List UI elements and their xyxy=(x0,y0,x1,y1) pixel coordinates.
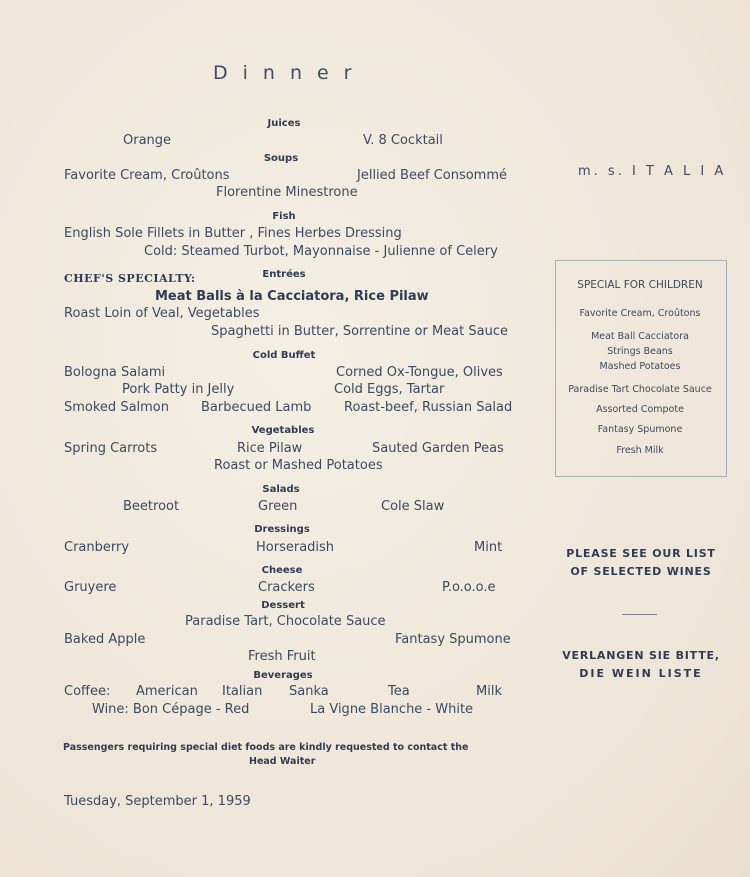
menu-item: Beetroot xyxy=(123,499,180,514)
menu-item: Spaghetti in Butter, Sorrentine or Meat Sauce xyxy=(211,324,508,339)
menu-item: Crackers xyxy=(258,580,315,595)
wine-list-notice-en-line2: OF SELECTED WINES xyxy=(570,565,712,578)
children-menu-item: Meat Ball Cacciatora xyxy=(591,331,689,342)
chefs-specialty-item: Meat Balls à la Cacciatora, Rice Pilaw xyxy=(155,289,429,304)
menu-item: Jellied Beef Consommé xyxy=(357,168,507,183)
heading-cheese: Cheese xyxy=(261,565,303,576)
chefs-specialty-label: CHEF'S SPECIALTY: xyxy=(64,272,196,285)
menu-title: Dinner xyxy=(213,62,367,84)
menu-item: La Vigne Blanche - White xyxy=(310,702,474,717)
menu-item: Italian xyxy=(222,684,263,699)
menu-item: Wine: Bon Cépage - Red xyxy=(92,702,250,717)
menu-item: Milk xyxy=(476,684,502,699)
menu-item: Fresh Fruit xyxy=(248,649,316,664)
menu-item: American xyxy=(136,684,198,699)
menu-item: Rice Pilaw xyxy=(237,441,303,456)
children-menu-item: Fresh Milk xyxy=(616,445,664,456)
heading-vegetables: Vegetables xyxy=(251,425,315,436)
menu-item: Gruyere xyxy=(64,580,117,595)
menu-item: Sauted Garden Peas xyxy=(372,441,504,456)
heading-salads: Salads xyxy=(262,484,300,495)
menu-item: Horseradish xyxy=(256,540,335,555)
children-menu-item: Assorted Compote xyxy=(596,404,684,415)
menu-item: Roast or Mashed Potatoes xyxy=(214,458,383,473)
menu-item: Pork Patty in Jelly xyxy=(122,382,235,397)
wine-list-notice-en: PLEASE SEE OUR LIST xyxy=(566,547,716,560)
children-menu-item: Favorite Cream, Croûtons xyxy=(579,308,701,319)
coffee-label: Coffee: xyxy=(64,684,111,699)
heading-fish: Fish xyxy=(272,211,296,222)
heading-dessert: Dessert xyxy=(261,600,305,611)
menu-item: Florentine Minestrone xyxy=(216,185,358,200)
menu-item: Cold Eggs, Tartar xyxy=(334,382,445,397)
menu-item: Spring Carrots xyxy=(64,441,158,456)
heading-entrees: Entrées xyxy=(262,269,306,280)
menu-item: Smoked Salmon xyxy=(64,400,170,415)
heading-dressings: Dressings xyxy=(254,524,310,535)
menu-item: Mint xyxy=(474,540,503,555)
menu-item: Favorite Cream, Croûtons xyxy=(64,168,230,183)
menu-item: Cole Slaw xyxy=(381,499,445,514)
heading-cold-buffet: Cold Buffet xyxy=(252,350,316,361)
heading-juices: Juices xyxy=(267,118,301,129)
menu-item: Orange xyxy=(123,133,172,148)
menu-item: Cold: Steamed Turbot, Mayonnaise - Julienne of Celery xyxy=(144,244,498,259)
diet-notice: Passengers requiring special diet foods are kindly requested to contact the xyxy=(63,742,469,753)
menu-item: Bologna Salami xyxy=(64,365,166,380)
menu-item: Tea xyxy=(388,684,410,699)
menu-item: Cranberry xyxy=(64,540,130,555)
children-menu-heading: SPECIAL FOR CHILDREN xyxy=(577,279,703,291)
menu-item: Barbecued Lamb xyxy=(201,400,312,415)
heading-beverages: Beverages xyxy=(253,670,313,681)
menu-item: Roast Loin of Veal, Vegetables xyxy=(64,306,260,321)
children-menu-item: Strings Beans xyxy=(607,346,673,357)
menu-item: Fantasy Spumone xyxy=(395,632,511,647)
children-menu-item: Mashed Potatoes xyxy=(599,361,681,372)
ship-name: m. s. I T A L I A xyxy=(578,164,727,179)
children-menu-item: Fantasy Spumone xyxy=(597,424,683,435)
menu-item: Paradise Tart, Chocolate Sauce xyxy=(185,614,386,629)
wine-list-notice-de: VERLANGEN SIE BITTE, xyxy=(562,649,720,662)
menu-item: P.o.o.o.e xyxy=(442,580,496,595)
menu-item: English Sole Fillets in Butter , Fines Herbes Dressing xyxy=(64,226,402,241)
menu-item: Sanka xyxy=(289,684,329,699)
menu-item: V. 8 Cocktail xyxy=(363,133,443,148)
menu-item: Roast-beef, Russian Salad xyxy=(344,400,513,415)
diet-notice-line2: Head Waiter xyxy=(249,756,316,767)
heading-soups: Soups xyxy=(263,153,299,164)
menu-item: Green xyxy=(258,499,298,514)
divider xyxy=(622,614,657,615)
children-menu-item: Paradise Tart Chocolate Sauce xyxy=(568,384,712,395)
menu-item: Baked Apple xyxy=(64,632,146,647)
menu-date: Tuesday, September 1, 1959 xyxy=(64,794,251,809)
menu-item: Corned Ox-Tongue, Olives xyxy=(336,365,503,380)
wine-list-notice-de-line2: DIE WEIN LISTE xyxy=(579,667,703,680)
